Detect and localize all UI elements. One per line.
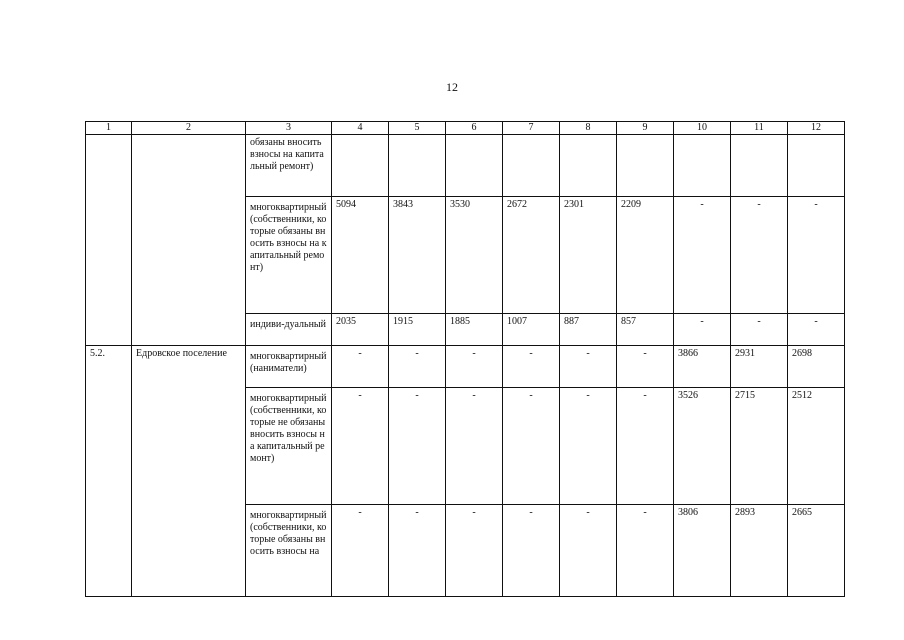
column-number: 4 bbox=[332, 122, 389, 135]
housing-type-cell: индиви-дуальный bbox=[246, 314, 332, 346]
column-number: 8 bbox=[560, 122, 617, 135]
value-cell: - bbox=[446, 388, 503, 505]
value-cell: - bbox=[332, 505, 389, 597]
value-cell: - bbox=[617, 505, 674, 597]
value-cell: 2931 bbox=[731, 346, 788, 388]
value-cell: 3530 bbox=[446, 197, 503, 314]
value-cell bbox=[674, 135, 731, 197]
value-cell: 3843 bbox=[389, 197, 446, 314]
housing-type-cell: многоквартирный (собственники, которые обязаны вносить взносы на bbox=[246, 505, 332, 597]
column-number: 6 bbox=[446, 122, 503, 135]
value-cell bbox=[389, 135, 446, 197]
value-cell: - bbox=[503, 388, 560, 505]
column-number-row bbox=[86, 122, 845, 135]
value-cell: - bbox=[560, 346, 617, 388]
row-number-cell: 5.2. bbox=[86, 346, 132, 597]
value-cell: 2665 bbox=[788, 505, 845, 597]
value-cell: 3526 bbox=[674, 388, 731, 505]
value-cell: 2672 bbox=[503, 197, 560, 314]
value-cell bbox=[788, 135, 845, 197]
value-cell: - bbox=[560, 505, 617, 597]
column-number: 2 bbox=[132, 122, 246, 135]
value-cell: - bbox=[332, 346, 389, 388]
column-number: 7 bbox=[503, 122, 560, 135]
value-cell bbox=[617, 135, 674, 197]
value-cell: 1007 bbox=[503, 314, 560, 346]
column-number: 5 bbox=[389, 122, 446, 135]
settlement-cell: Едровское поселение bbox=[132, 346, 246, 597]
value-cell: - bbox=[389, 388, 446, 505]
value-cell: 1885 bbox=[446, 314, 503, 346]
table-row bbox=[86, 135, 845, 197]
value-cell bbox=[731, 135, 788, 197]
value-cell: 2893 bbox=[731, 505, 788, 597]
value-cell: 3806 bbox=[674, 505, 731, 597]
value-cell: - bbox=[674, 314, 731, 346]
value-cell: - bbox=[560, 388, 617, 505]
settlement-cell bbox=[132, 135, 246, 346]
value-cell: - bbox=[389, 346, 446, 388]
value-cell: - bbox=[389, 505, 446, 597]
value-cell: - bbox=[788, 314, 845, 346]
column-number: 12 bbox=[788, 122, 845, 135]
column-number: 1 bbox=[86, 122, 132, 135]
row-number-cell bbox=[86, 135, 132, 346]
housing-type-cell: многоквартирный (наниматели) bbox=[246, 346, 332, 388]
value-cell: - bbox=[503, 505, 560, 597]
value-cell: 2209 bbox=[617, 197, 674, 314]
value-cell: 5094 bbox=[332, 197, 389, 314]
value-cell bbox=[446, 135, 503, 197]
table-row bbox=[86, 346, 845, 388]
value-cell: 857 bbox=[617, 314, 674, 346]
value-cell bbox=[332, 135, 389, 197]
column-number: 11 bbox=[731, 122, 788, 135]
value-cell: - bbox=[617, 346, 674, 388]
page-number: 12 bbox=[446, 80, 458, 94]
value-cell: 2035 bbox=[332, 314, 389, 346]
housing-type-cell: обязаны вносить взносы на капитальный ремонт) bbox=[246, 135, 332, 197]
column-number: 9 bbox=[617, 122, 674, 135]
value-cell: - bbox=[446, 505, 503, 597]
value-cell: - bbox=[617, 388, 674, 505]
column-number: 3 bbox=[246, 122, 332, 135]
value-cell bbox=[503, 135, 560, 197]
value-cell: 3866 bbox=[674, 346, 731, 388]
value-cell: - bbox=[332, 388, 389, 505]
value-cell: - bbox=[503, 346, 560, 388]
value-cell: - bbox=[731, 314, 788, 346]
housing-type-cell: многоквартирный (собственники, которые не обязаны вносить взносы на капитальный ремонт) bbox=[246, 388, 332, 505]
tariff-table bbox=[85, 121, 845, 597]
value-cell: 2715 bbox=[731, 388, 788, 505]
value-cell: - bbox=[446, 346, 503, 388]
value-cell: 2301 bbox=[560, 197, 617, 314]
value-cell: 2698 bbox=[788, 346, 845, 388]
value-cell: 1915 bbox=[389, 314, 446, 346]
column-number: 10 bbox=[674, 122, 731, 135]
value-cell: 2512 bbox=[788, 388, 845, 505]
housing-type-cell: многоквартирный (собственники, которые обязаны вносить взносы на капитальный ремонт) bbox=[246, 197, 332, 314]
value-cell: 887 bbox=[560, 314, 617, 346]
value-cell: - bbox=[788, 197, 845, 314]
value-cell bbox=[560, 135, 617, 197]
value-cell: - bbox=[731, 197, 788, 314]
value-cell: - bbox=[674, 197, 731, 314]
